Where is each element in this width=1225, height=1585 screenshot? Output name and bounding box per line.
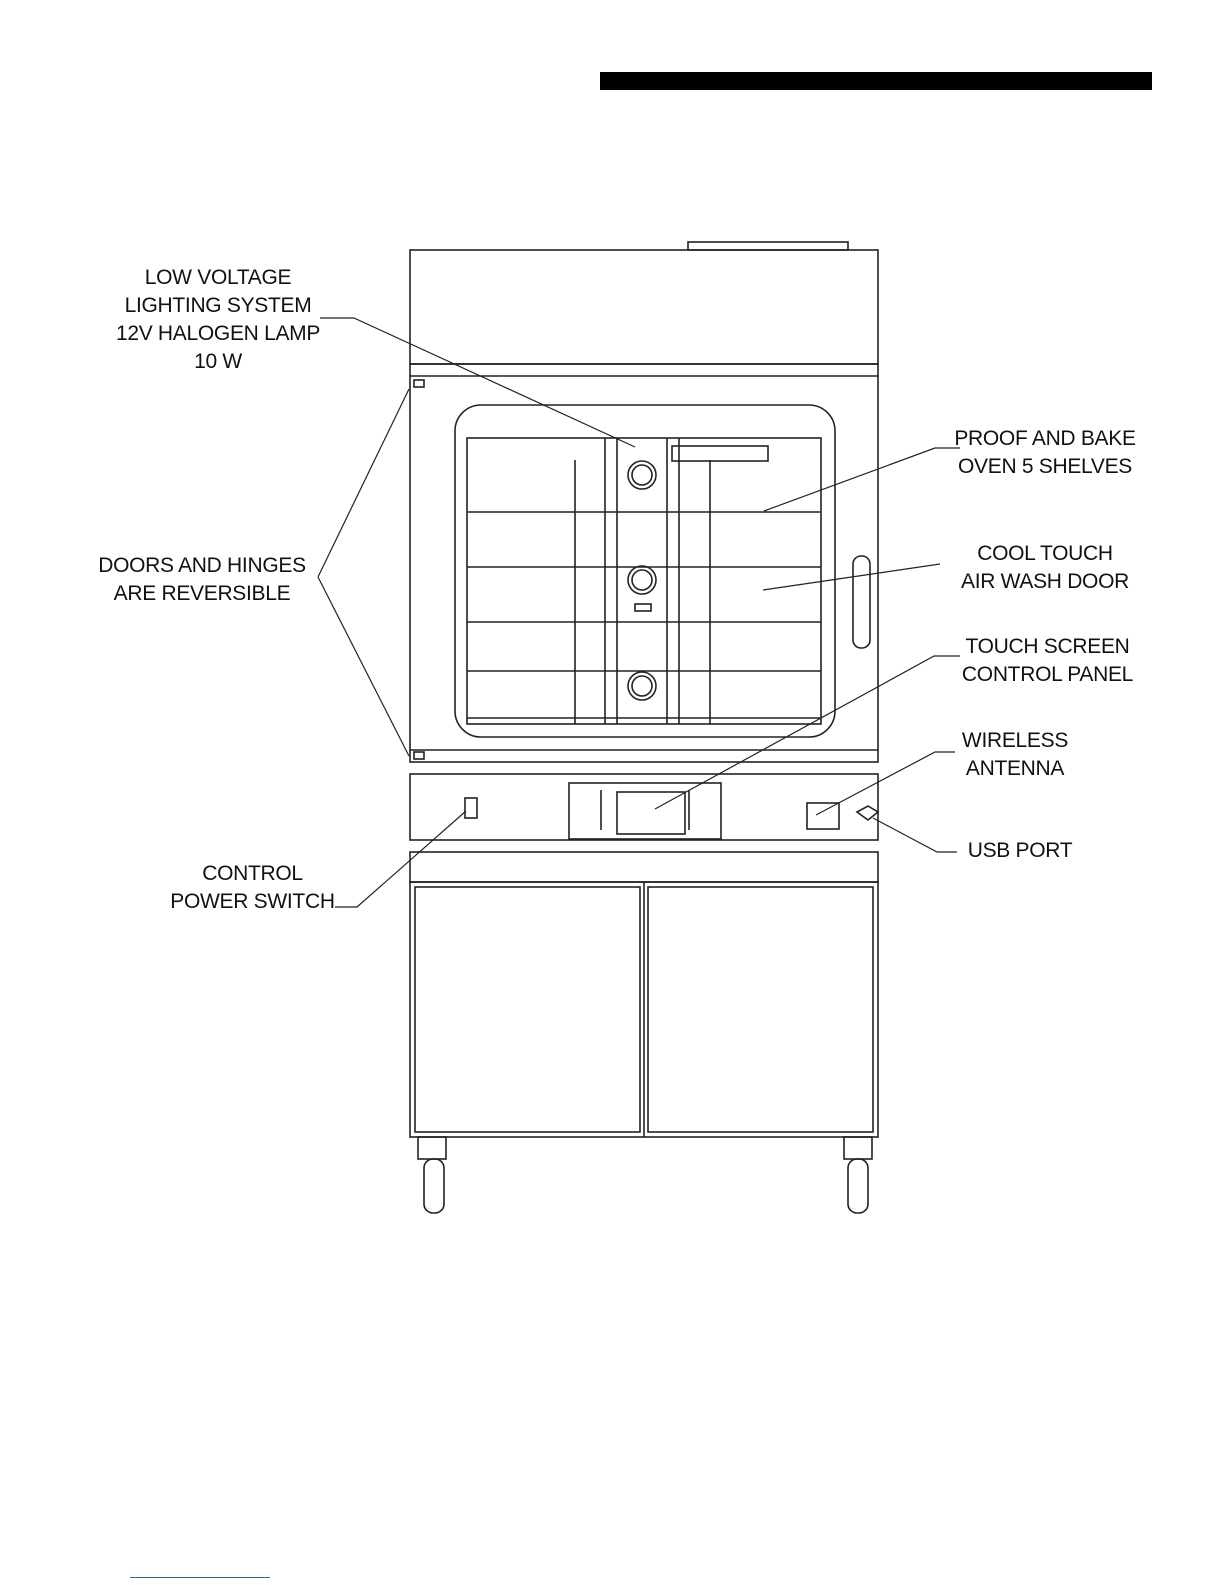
usb-callout: USB PORT — [967, 839, 1073, 862]
leader-lines — [318, 318, 960, 907]
door-handle — [853, 556, 870, 648]
cabinet — [410, 852, 878, 1137]
control-panel-callout: TOUCH SCREEN CONTROL PANEL — [961, 635, 1134, 686]
control-band — [410, 774, 878, 840]
power-switch-callout: CONTROL POWER SWITCH — [170, 862, 335, 913]
hinge-bottom — [414, 752, 424, 759]
hinge-top — [414, 380, 424, 387]
antenna-callout: WIRELESS ANTENNA — [961, 729, 1069, 780]
antenna-box — [807, 803, 839, 829]
footer-link-underline — [130, 1577, 270, 1578]
door-callout: COOL TOUCH AIR WASH DOOR — [961, 542, 1129, 593]
oven-shelves — [467, 438, 821, 724]
lighting-callout: LOW VOLTAGE LIGHTING SYSTEM 12V HALOGEN LAMP 10 W — [115, 266, 321, 373]
hinges-callout: DOORS AND HINGES ARE REVERSIBLE — [98, 554, 306, 605]
usb-port — [857, 806, 878, 820]
shelves-callout: PROOF AND BAKE OVEN 5 SHELVES — [954, 427, 1136, 478]
power-switch — [465, 798, 477, 818]
lamps — [628, 446, 768, 700]
oven-hood — [410, 242, 878, 364]
oven-body — [410, 364, 878, 762]
casters — [418, 1137, 872, 1213]
